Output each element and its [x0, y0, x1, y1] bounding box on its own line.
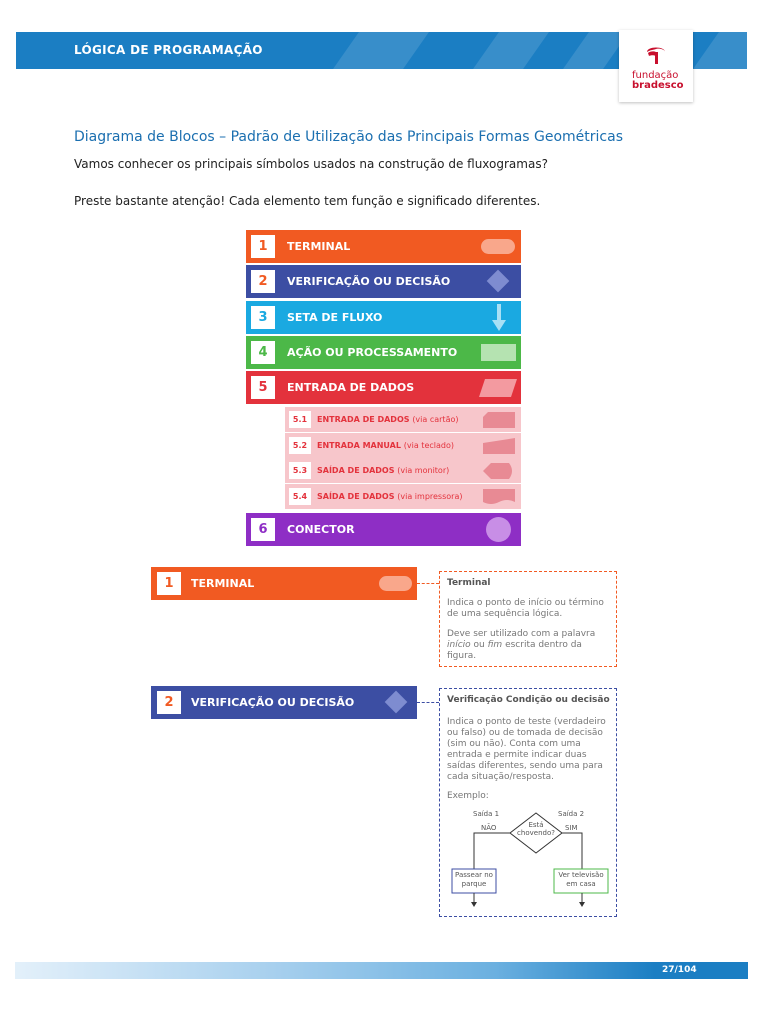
example-label: Exemplo: [447, 791, 489, 801]
subblock-note: (via teclado) [403, 441, 454, 450]
subblock-manual-input [285, 433, 521, 458]
block-data-input [246, 371, 521, 404]
block-number: 6 [251, 518, 275, 541]
rectangle-shape-icon [481, 344, 516, 361]
callout-text-1: Indica o ponto de teste (verdadeiro ou falso) ou de tomada de decisão (sim ou não). Conta com uma entrada e permite indicar duas saídas diferentes, sendo uma para cada situação/resposta. [447, 717, 606, 782]
subblock-label [317, 492, 462, 501]
subblock-title: SAÍDA DE DADOS [317, 492, 395, 501]
detail-decision-bar [151, 686, 417, 719]
paragraph-1: Vamos conhecer os principais símbolos usados na construção de fluxogramas? [74, 157, 548, 171]
box-left-text: Passear no parque [455, 871, 493, 888]
callout-title: Terminal [447, 578, 491, 588]
detail-number: 2 [157, 691, 181, 714]
exit-2-label: Saída 2 [558, 810, 585, 818]
subblock-label [317, 441, 454, 450]
yes-label: SIM [565, 824, 578, 832]
display-shape-icon [483, 463, 515, 479]
diamond-shape-icon [487, 270, 510, 293]
subblock-note: (via impressora) [397, 492, 463, 501]
block-terminal [246, 230, 521, 263]
subblock-label [317, 466, 449, 475]
block-flow-arrow [246, 301, 521, 334]
callout-text-2: Deve ser utilizado com a palavra início ou fim escrita dentro da figura. [447, 629, 596, 661]
section-title: Diagrama de Blocos – Padrão de Utilização das Principais Formas Geométricas [74, 129, 623, 145]
block-process [246, 336, 521, 369]
block-number: 5 [251, 376, 275, 399]
punched-card-shape-icon [483, 412, 515, 428]
page-number: 27/104 [662, 965, 697, 975]
detail-terminal-bar [151, 567, 417, 600]
connector-dash [417, 583, 439, 584]
paragraph-2: Preste bastante atenção! Cada elemento tem função e significado diferentes. [74, 194, 541, 208]
box-right-text: Ver televisão em casa [558, 871, 604, 888]
subblock-card-input [285, 407, 521, 432]
terminal-shape-icon [481, 239, 515, 254]
decision-example-diagram [440, 803, 616, 913]
logo-line2: bradesco [632, 80, 684, 91]
decision-callout [439, 688, 617, 917]
subblock-number: 5.3 [289, 462, 311, 479]
parallelogram-shape-icon [479, 379, 517, 397]
callout-text-1: Indica o ponto de início ou término de uma sequência lógica. [447, 598, 604, 619]
block-label: AÇÃO OU PROCESSAMENTO [287, 346, 458, 359]
logo [619, 30, 693, 102]
logo-text [632, 71, 682, 91]
subblock-number: 5.1 [289, 411, 311, 428]
detail-label: TERMINAL [191, 577, 255, 590]
subblock-title: ENTRADA MANUAL [317, 441, 401, 450]
diamond-shape-icon [385, 691, 408, 714]
terminal-callout [439, 571, 617, 667]
block-decision [246, 265, 521, 298]
subblock-title: ENTRADA DE DADOS [317, 415, 410, 424]
subblock-monitor-output [285, 458, 521, 483]
subblock-title: SAÍDA DE DADOS [317, 466, 395, 475]
detail-number: 1 [157, 572, 181, 595]
exit-1-label: Saída 1 [473, 810, 500, 818]
subblock-note: (via cartão) [412, 415, 459, 424]
terminal-shape-icon [379, 576, 412, 591]
subblock-note: (via monitor) [397, 466, 450, 475]
block-label: CONECTOR [287, 523, 355, 536]
block-number: 1 [251, 235, 275, 258]
manual-input-shape-icon [483, 438, 515, 454]
logo-line1: fundação [632, 70, 679, 81]
block-label: ENTRADA DE DADOS [287, 381, 415, 394]
question-text: Está chovendo? [517, 821, 555, 837]
block-label: TERMINAL [287, 240, 351, 253]
circle-shape-icon [486, 517, 511, 542]
subblock-number: 5.2 [289, 437, 311, 454]
connector-dash [417, 702, 439, 703]
callout-title: Verificação Condição ou decisão [447, 695, 610, 705]
block-label: SETA DE FLUXO [287, 311, 383, 324]
header-title: LÓGICA DE PROGRAMAÇÃO [74, 43, 263, 57]
bradesco-logo-icon [644, 43, 668, 65]
no-label: NÃO [481, 824, 497, 832]
block-number: 3 [251, 306, 275, 329]
block-number: 2 [251, 270, 275, 293]
detail-label: VERIFICAÇÃO OU DECISÃO [191, 696, 355, 709]
block-label: VERIFICAÇÃO OU DECISÃO [287, 275, 451, 288]
block-number: 4 [251, 341, 275, 364]
document-shape-icon [483, 489, 515, 505]
subblock-number: 5.4 [289, 488, 311, 505]
subblock-label [317, 415, 458, 424]
arrow-down-icon [491, 304, 507, 332]
block-connector [246, 513, 521, 546]
subblock-printer-output [285, 484, 521, 509]
footer-bar [15, 962, 748, 979]
